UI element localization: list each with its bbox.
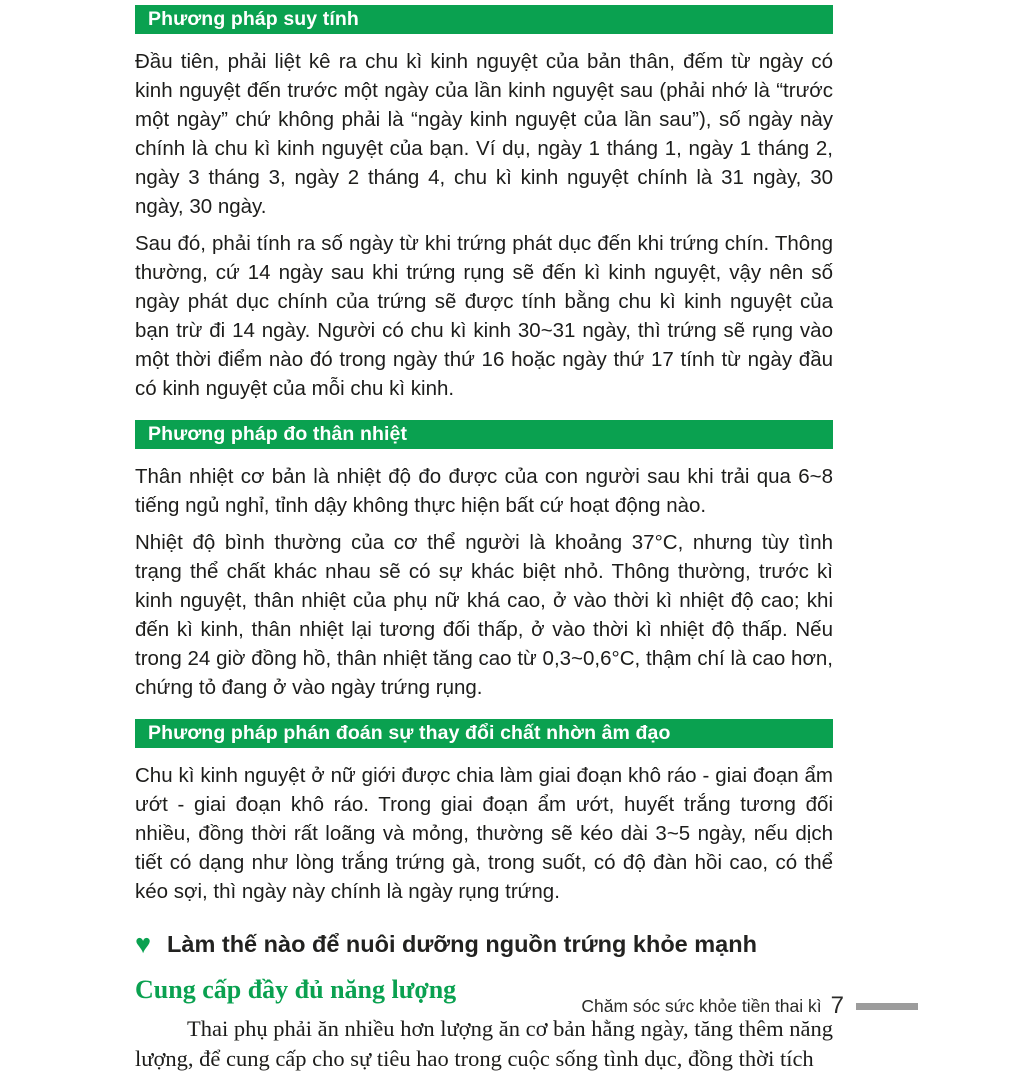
feature-heading-label: Làm thế nào để nuôi dưỡng nguồn trứng khỏe mạnh: [167, 931, 757, 957]
paragraph-chat-nhon-1: Chu kì kinh nguyệt ở nữ giới được chia làm giai đoạn khô ráo - giai đoạn ẩm ướt - giai đoạn khô ráo. Trong giai đoạn ẩm ướt, huyết trắng tương đối nhiều, đồng thời rất loãng và mỏng, thường sẽ kéo dài 3~5 ngày, nếu dịch tiết có dạng như lòng trắng trứng gà, trong suốt, có độ đàn hồi cao, có thể kéo sợi, thì ngày này chính là ngày rụng trứng.: [135, 764, 833, 903]
section-heading-suy-tinh: [135, 5, 833, 34]
section-heading-chat-nhon: [135, 719, 833, 748]
section-heading-label: Phương pháp phán đoán sự thay đổi chất nhờn âm đạo: [148, 722, 671, 744]
footer-rule: [856, 1003, 918, 1010]
paragraph-than-nhiet-1: Thân nhiệt cơ bản là nhiệt độ đo được của con người sau khi trải qua 6~8 tiếng ngủ nghỉ, tỉnh dậy không thực hiện bất cứ hoạt động nào.: [135, 465, 833, 517]
footer-title: Chăm sóc sức khỏe tiền thai kì: [581, 995, 822, 1016]
page-number: 7: [830, 992, 844, 1019]
section-heading-label: Phương pháp suy tính: [148, 8, 359, 30]
section-heading-than-nhiet: [135, 420, 833, 449]
page-content: [135, 0, 833, 1074]
page-footer: [581, 992, 918, 1020]
subsection-heading: Cung cấp đầy đủ năng lượng: [135, 975, 457, 1004]
heart-icon: ♥: [135, 929, 152, 959]
paragraph-suy-tinh-2: Sau đó, phải tính ra số ngày từ khi trứng phát dục đến khi trứng chín. Thông thường, cứ 14 ngày sau khi trứng rụng sẽ đến kì kinh nguyệt, vậy nên số ngày phát dục chính của trứng sẽ được tính bằng chu kì kinh nguyệt của bạn trừ đi 14 ngày. Người có chu kì kinh 30~31 ngày, thì trứng sẽ rụng vào một thời điểm nào đó trong ngày thứ 16 hoặc ngày thứ 17 tính từ ngày đầu có kinh nguyệt của mỗi chu kì kinh.: [135, 232, 833, 400]
feature-heading: [135, 931, 833, 958]
section-heading-label: Phương pháp đo thân nhiệt: [148, 423, 408, 445]
paragraph-suy-tinh-1: Đầu tiên, phải liệt kê ra chu kì kinh nguyệt của bản thân, đếm từ ngày có kinh nguyệt đến trước một ngày của lần kinh nguyệt sau (phải nhớ là “trước một ngày” chứ không phải là “ngày kinh nguyệt của lần sau”), số ngày này chính là chu kì kinh nguyệt của bạn. Ví dụ, ngày 1 tháng 1, ngày 1 tháng 2, ngày 3 tháng 3, ngày 2 tháng 4, chu kì kinh nguyệt chính là 31 ngày, 30 ngày, 30 ngày.: [135, 50, 833, 218]
paragraph-than-nhiet-2: Nhiệt độ bình thường của cơ thể người là khoảng 37°C, nhưng tùy tình trạng thể chất khác nhau sẽ có sự khác biệt nhỏ. Thông thường, trước kì kinh nguyệt, thân nhiệt của phụ nữ khá cao, ở vào thời kì nhiệt độ cao; khi đến kì kinh, thân nhiệt lại tương đối thấp, ở vào thời kì nhiệt độ thấp. Nếu trong 24 giờ đồng hồ, thân nhiệt tăng cao từ 0,3~0,6°C, thậm chí là cao hơn, chứng tỏ đang ở vào ngày trứng rụng.: [135, 531, 833, 699]
paragraph-subsection: Thai phụ phải ăn nhiều hơn lượng ăn cơ bản hằng ngày, tăng thêm năng lượng, để cung cấp cho sự tiêu hao trong cuộc sống tình dục, đồng thời tích: [135, 1016, 833, 1071]
